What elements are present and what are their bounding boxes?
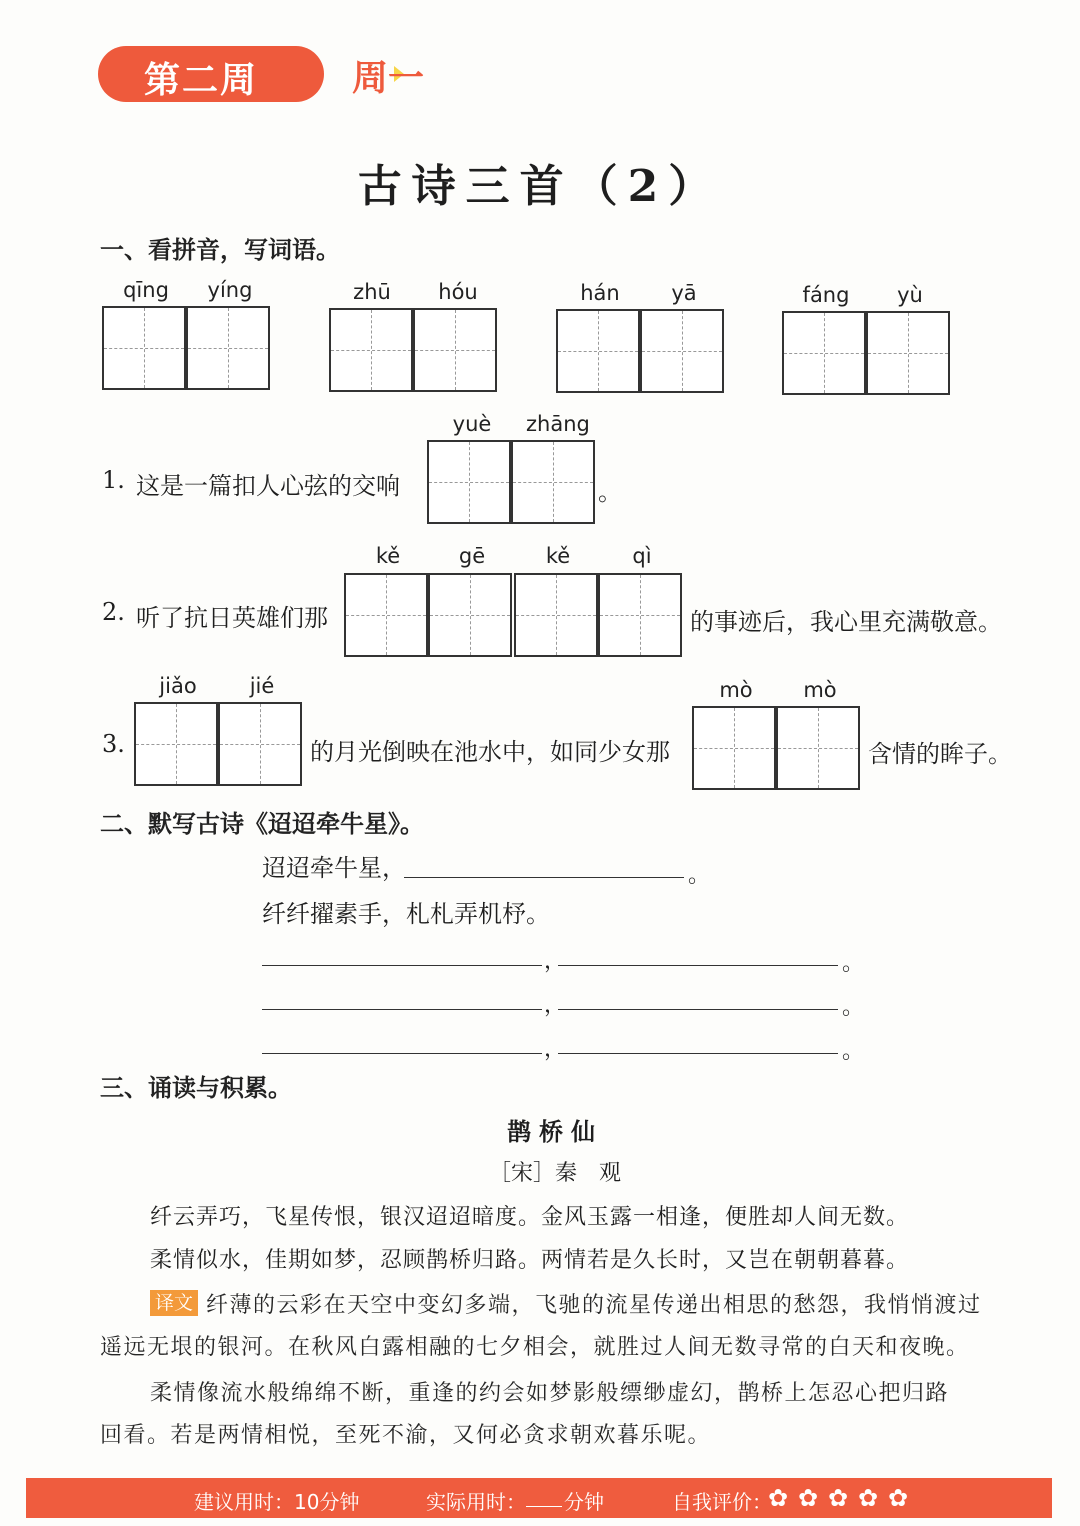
writing-box[interactable] [102,306,186,390]
pinyin: jiǎo [159,674,197,698]
writing-box[interactable] [329,308,413,392]
flower-star-icon[interactable]: ✿ [857,1484,879,1512]
writing-box[interactable] [344,573,428,657]
self-eval-label: 自我评价： [672,1490,772,1514]
writing-box[interactable] [598,573,682,657]
actual-time-label: 实际用时： [426,1490,526,1514]
question-text: 的月光倒映在池水中，如同少女那 [310,738,670,766]
pinyin: qīng [123,278,169,302]
flower-star-icon[interactable]: ✿ [827,1484,849,1512]
punct: ， [544,949,567,974]
pinyin: yuè [452,412,492,436]
flower-star-icon[interactable]: ✿ [797,1484,819,1512]
pinyin: yā [671,281,697,305]
pinyin: qì [632,544,652,568]
question-text: 含情的眸子。 [868,740,1012,768]
punct: 。 [688,863,711,888]
poem-title: 鹊桥仙 [507,1118,603,1146]
writing-box[interactable] [511,440,595,524]
pinyin: mò [719,678,753,702]
pinyin: gē [458,544,486,568]
translation-text: 柔情像流水般绵绵不断，重逢的约会如梦影般缥缈虚幻，鹊桥上怎忍心把归路 [150,1381,950,1406]
footer-bar [26,1478,1052,1518]
writing-box[interactable] [218,702,302,786]
punct: 。 [842,1039,865,1064]
week-label: 第二周 [144,60,259,101]
pinyin: hán [580,281,620,305]
writing-box[interactable] [428,573,512,657]
flower-star-icon[interactable]: ✿ [767,1484,789,1512]
pinyin: yíng [207,278,253,302]
answer-blank[interactable] [262,1009,542,1010]
poem-author: ［宋］秦 观 [488,1161,621,1186]
actual-time-unit: 分钟 [564,1490,604,1514]
answer-blank[interactable] [558,1009,838,1010]
poem-verse: 柔情似水，佳期如梦，忍顾鹊桥归路。两情若是久长时，又岂在朝朝暮暮。 [150,1248,910,1273]
punct: ， [544,1037,567,1062]
day-label: 周一 [352,58,425,99]
poem-line: 迢迢牵牛星， [262,854,406,882]
punct: 。 [842,951,865,976]
poem-line: 纤纤擢素手，札札弄机杼。 [262,900,550,928]
writing-box[interactable] [514,573,598,657]
pinyin: hóu [438,280,478,304]
flower-star-icon[interactable]: ✿ [887,1484,909,1512]
punct: ， [544,993,567,1018]
question-number: 1. [102,466,125,494]
translation-text: 纤薄的云彩在天空中变幻多端，飞驰的流星传递出相思的愁怨，我悄悄渡过 [206,1293,982,1318]
punct: 。 [842,995,865,1020]
translation-tag: 译文 [150,1290,198,1316]
pinyin: zhū [353,280,391,304]
week-badge [98,46,324,102]
section1-heading: 一、看拼音，写词语。 [100,236,340,264]
answer-blank[interactable] [404,877,684,878]
suggested-time: 建议用时：10分钟 [194,1490,360,1514]
pinyin: yù [897,283,923,307]
writing-box[interactable] [556,309,640,393]
pinyin: kě [375,544,401,568]
question-text: 听了抗日英雄们那 [136,604,328,632]
question-number: 2. [102,598,125,626]
pinyin: mò [803,678,837,702]
answer-blank[interactable] [558,1053,838,1054]
pinyin: zhāng [526,412,590,436]
pinyin: fáng [802,283,850,307]
pinyin: jié [249,674,275,698]
page-title: 古诗三首（2） [357,161,723,212]
writing-box[interactable] [782,311,866,395]
answer-blank[interactable] [558,965,838,966]
question-punct: 。 [598,478,622,506]
poem-verse: 纤云弄巧，飞星传恨，银汉迢迢暗度。金风玉露一相逢，便胜却人间无数。 [150,1205,910,1230]
writing-box[interactable] [776,706,860,790]
actual-time-blank[interactable] [526,1506,562,1507]
question-text: 这是一篇扣人心弦的交响 [136,472,400,500]
translation-text: 遥远无垠的银河。在秋风白露相融的七夕相会，就胜过人间无数寻常的白天和夜晚。 [100,1335,970,1360]
writing-box[interactable] [413,308,497,392]
writing-box[interactable] [692,706,776,790]
writing-box[interactable] [186,306,270,390]
question-number: 3. [102,730,125,758]
answer-blank[interactable] [262,965,542,966]
section3-heading: 三、诵读与积累。 [100,1074,292,1102]
writing-box[interactable] [134,702,218,786]
writing-box[interactable] [640,309,724,393]
writing-box[interactable] [427,440,511,524]
pinyin: kě [545,544,571,568]
section2-heading: 二、默写古诗《迢迢牵牛星》。 [100,810,424,838]
translation-text: 回看。若是两情相悦，至死不渝，又何必贪求朝欢暮乐呢。 [100,1423,712,1448]
answer-blank[interactable] [262,1053,542,1054]
question-text: 的事迹后，我心里充满敬意。 [690,608,1002,636]
writing-box[interactable] [866,311,950,395]
